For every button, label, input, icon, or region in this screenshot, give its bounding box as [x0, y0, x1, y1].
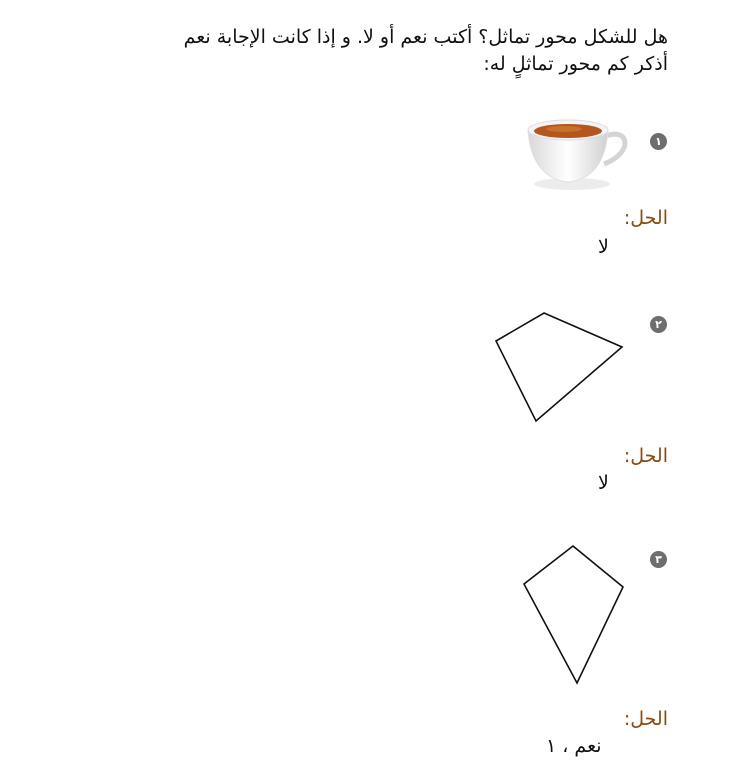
question-line-2: أذكر كم محور تماثلٍ له: [483, 53, 668, 75]
solution-label: الحل: [623, 207, 668, 229]
solution-label: الحل: [623, 708, 668, 730]
answer-text: نعم ، ١ [546, 735, 602, 757]
item-number-badge: ٣ [650, 551, 667, 568]
item-number-badge: ٢ [650, 316, 667, 333]
question-line-1: هل للشكل محور تماثل؟ أكتب نعم أو لا. و إذا كانت الإجابة نعم [183, 26, 668, 48]
answer-text: لا [598, 472, 609, 494]
answer-text: لا [598, 236, 609, 258]
item-number-badge: ١ [650, 133, 667, 150]
solution-label: الحل: [623, 445, 668, 467]
